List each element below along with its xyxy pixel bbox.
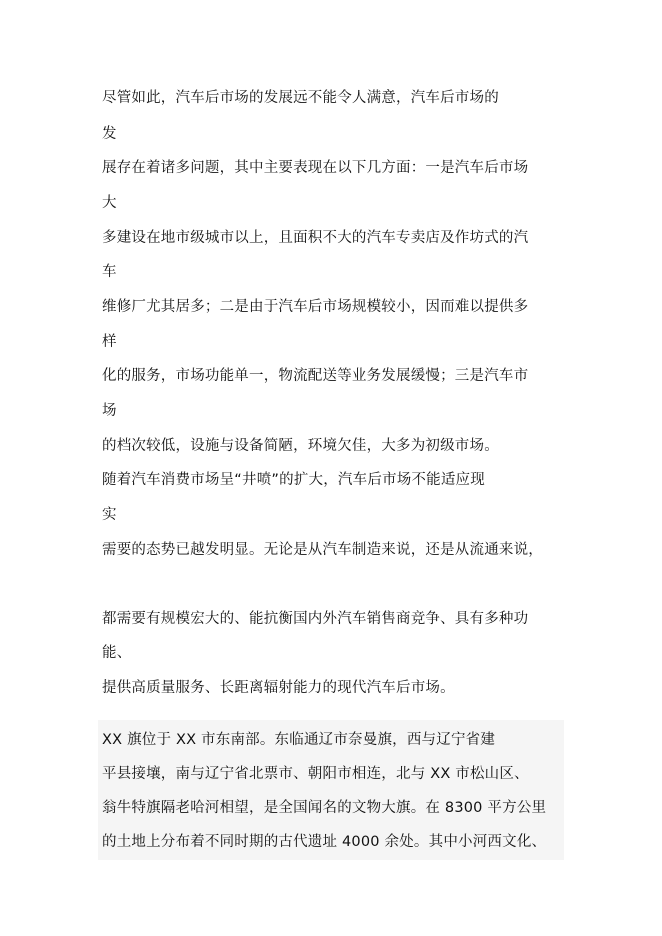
text-line: 随着汽车消费市场呈“井喷”的扩大，汽车后市场不能适应现 [102, 472, 485, 488]
text-line: 展存在着诸多问题，其中主要表现在以下几方面：一是汽车后市场 [102, 160, 529, 176]
text-line: 车 [102, 264, 117, 280]
text-line: 都需要有规模宏大的、能抗衡国内外汽车销售商竞争、具有多种功 [102, 611, 529, 627]
text-line: 提供高质量服务、长距离辐射能力的现代汽车后市场。 [102, 680, 455, 696]
text-line: 能、 [102, 645, 132, 661]
text-line: XX 旗位于 XX 市东南部。东临通辽市奈曼旗，西与辽宁省建 [102, 732, 496, 748]
text-line: 的土地上分布着不同时期的古代遗址 4000 余处。其中小河西文化、 [102, 834, 547, 850]
text-line: 场 [102, 403, 117, 419]
text-line: 发 [102, 126, 117, 142]
text-line: 翁牛特旗隔老哈河相望，是全国闻名的文物大旗。在 8300 平方公里 [102, 800, 547, 816]
text-line: 的档次较低，设施与设备简陋，环境欠佳，大多为初级市场。 [102, 438, 499, 454]
text-line: 化的服务，市场功能单一，物流配送等业务发展缓慢；三是汽车市 [102, 368, 529, 384]
text-line: 尽管如此，汽车后市场的发展远不能令人满意，汽车后市场的 [102, 90, 499, 106]
text-line: 多建设在地市级城市以上，且面积不大的汽车专卖店及作坊式的汽 [102, 230, 529, 246]
text-line: 需要的态势已越发明显。无论是从汽车制造来说，还是从流通来说， [102, 542, 543, 558]
text-line: 大 [102, 195, 117, 211]
text-line: 样 [102, 334, 117, 350]
text-line: 实 [102, 507, 117, 523]
text-line: 平县接壤，南与辽宁省北票市、朝阳市相连，北与 XX 市松山区、 [102, 766, 529, 782]
text-line: 维修厂尤其居多；二是由于汽车后市场规模较小，因而难以提供多 [102, 299, 529, 315]
